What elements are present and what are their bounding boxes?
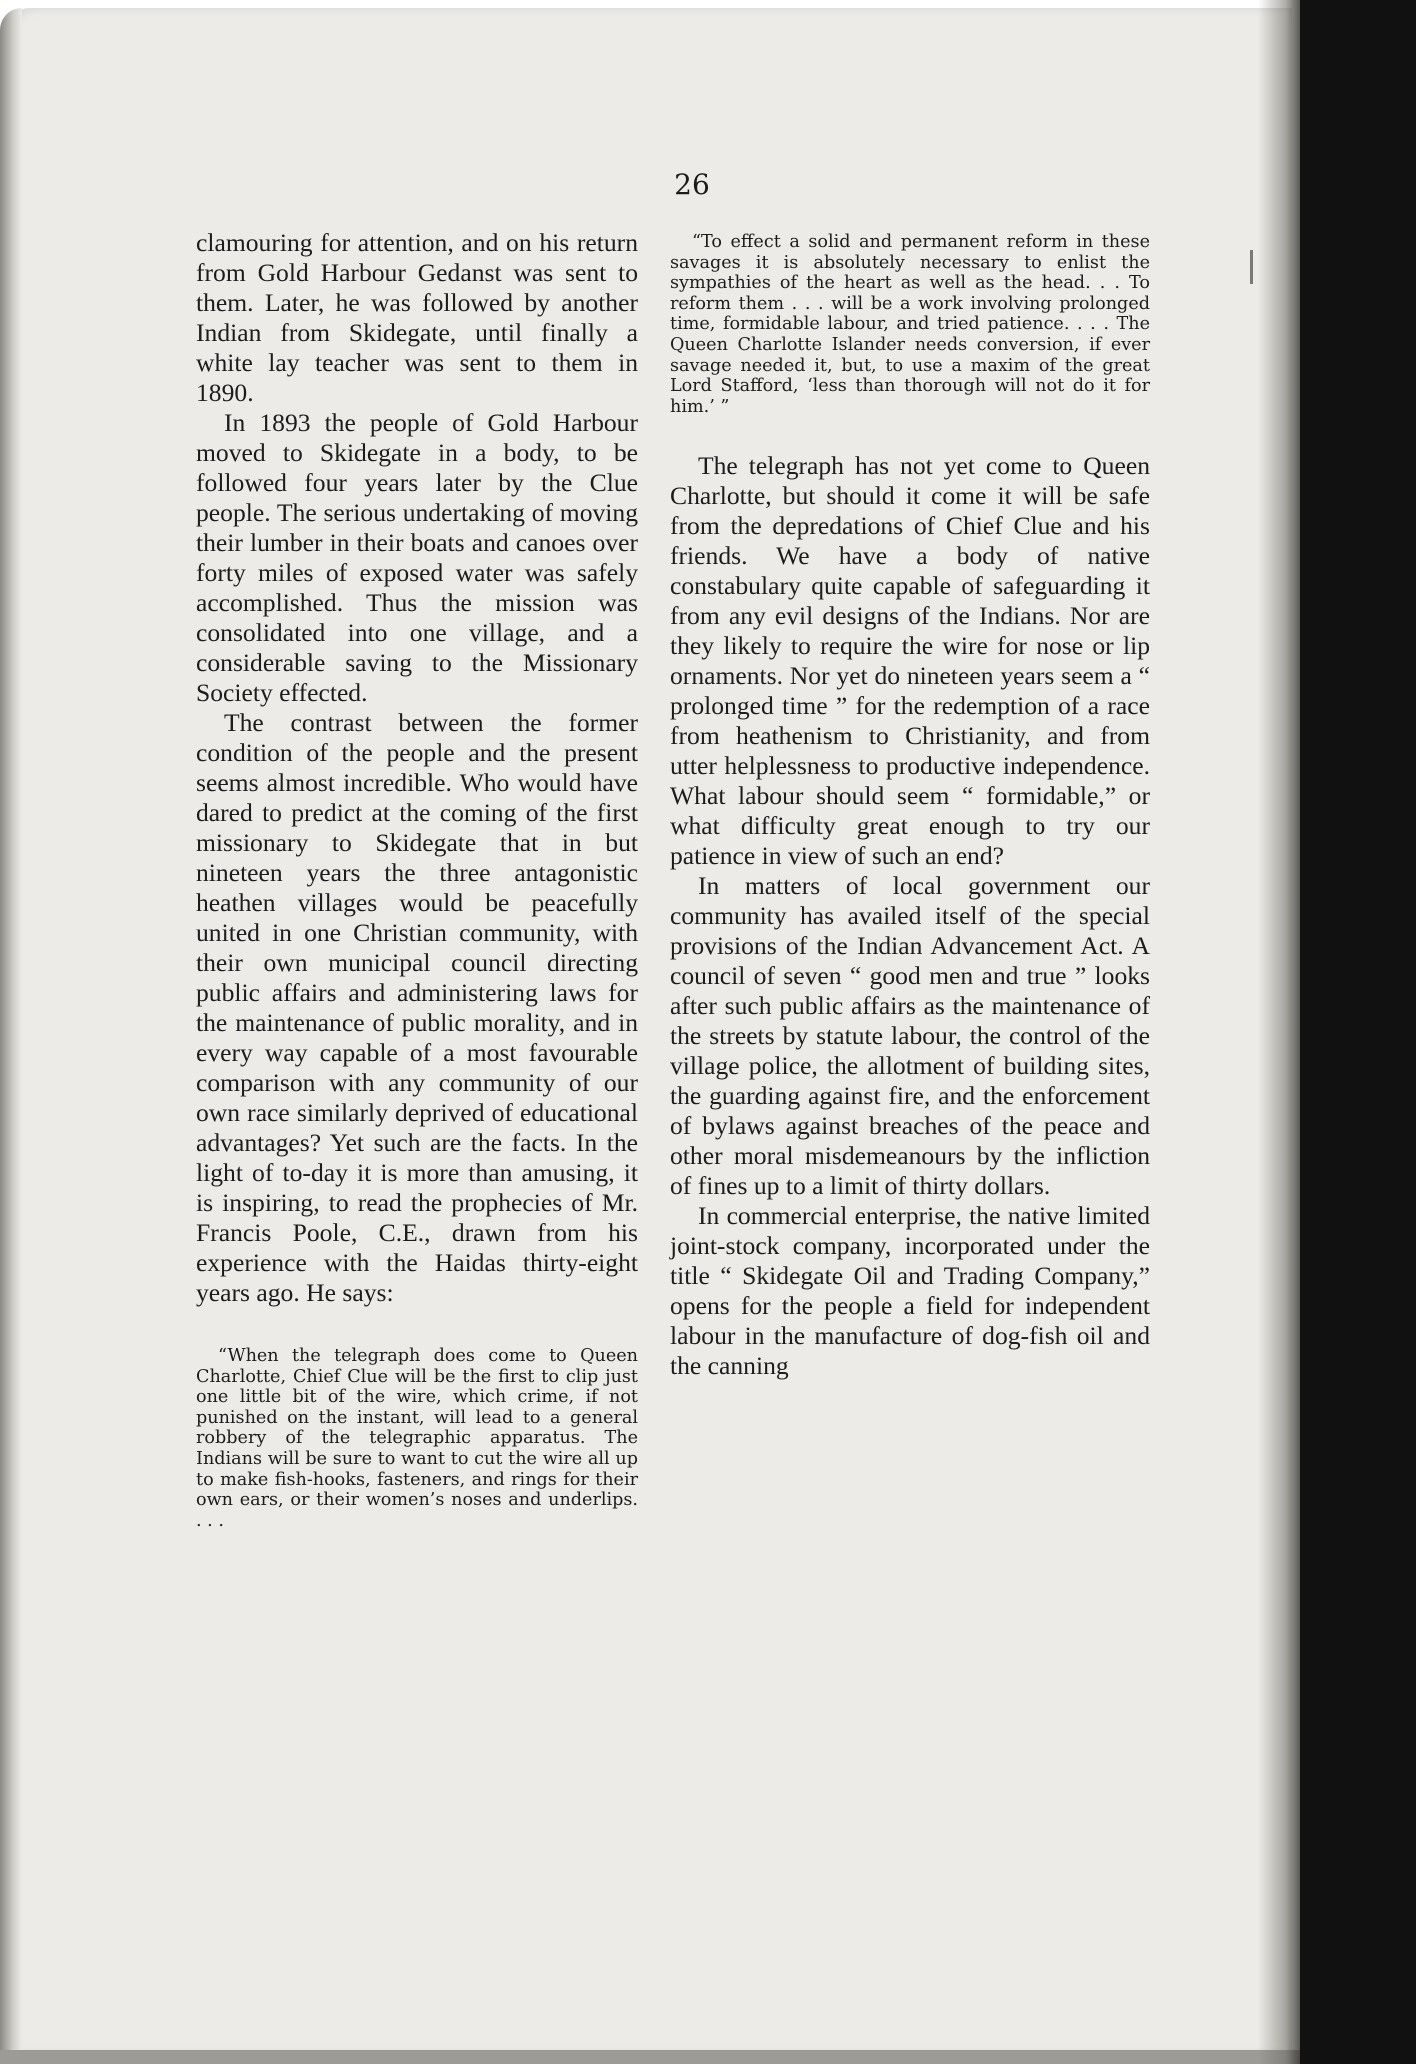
right-paragraph-2: In matters of local government our community has availed itself of the special provisions of the Indian Advancement Act. A council of seven “ good men and true ” looks after such public affairs as the maintenance of the streets by statute labour, the control of the village police, the allotment of building sites, the guarding against fire, and the enforcement of bylaws against breaches of the peace and other moral misdemeanours by the infliction of fines up to a limit of thirty dollars.: [670, 871, 1150, 1201]
right-body: [670, 451, 1150, 1381]
book-binding: [1300, 0, 1416, 2064]
margin-mark: [1250, 250, 1253, 284]
page-edge-left: [0, 8, 22, 2056]
left-paragraph-2: In 1893 the people of Gold Harbour moved to Skidegate in a body, to be followed four years later by the Clue people. The serious undertaking of moving their lumber in their boats and canoes over forty miles of exposed water was safely accomplished. Thus the mission was consolidated into one village, and a considerable saving to the Missionary Society effected.: [196, 408, 638, 707]
left-paragraph-3: The contrast between the former condition of the people and the present seems almost incredible. Who would have dared to predict at the coming of the first missionary to Skidegate that in but nineteen years the three antagonistic heathen villages would be peacefully united in one Christian community, with their own municipal council directing public affairs and administering laws for the maintenance of public morality, and in every way capable of a most favourable comparison with any community of our own race similarly deprived of educational advantages? Yet such are the facts. In the light of to-day it is more than amusing, it is inspiring, to read the prophecies of Mr. Francis Poole, C.E., drawn from his experience with the Haidas thirty-eight years ago. He says:: [196, 708, 638, 1307]
page-edge-bottom: [0, 2050, 1300, 2064]
left-column: [196, 228, 638, 1531]
right-paragraph-3: In commercial enterprise, the native limited joint-stock company, incorporated under the title “ Skidegate Oil and Trading Company,” opens for the people a field for independent labour in the manufacture of dog-fish oil and the canning: [670, 1201, 1150, 1381]
right-column: [670, 232, 1150, 1381]
page-number: 26: [674, 168, 710, 201]
right-quote: “To effect a solid and permanent reform in these savages it is absolutely necessary to enlist the sympathies of the heart as well as the head. . . To reform them . . . will be a work involving prolonged time, formidable labour, and tried patience. . . . The Queen Charlotte Islander needs conversion, if ever savage needed it, but, to use a maxim of the great Lord Stafford, ‘less than thorough will not do it for him.’ ”: [670, 232, 1150, 417]
left-quote: “When the telegraph does come to Queen Charlotte, Chief Clue will be the first to clip just one little bit of the wire, which crime, if not punished on the instant, will lead to a general robbery of the telegraphic apparatus. The Indians will be sure to want to cut the wire all up to make fish-hooks, fasteners, and rings for their own ears, or their women’s noses and underlips. . . .: [196, 1346, 638, 1531]
right-paragraph-1: The telegraph has not yet come to Queen Charlotte, but should it come it will be safe from the depredations of Chief Clue and his friends. We have a body of native constabulary quite capable of safeguarding it from any evil designs of the Indians. Nor are they likely to require the wire for nose or lip ornaments. Nor yet do nineteen years seem a “ prolonged time ” for the redemption of a race from heathenism to Christianity, and from utter helplessness to productive independence. What labour should seem “ formidable,” or what difficulty great enough to try our patience in view of such an end?: [670, 451, 1150, 871]
left-paragraph-1: clamouring for attention, and on his return from Gold Harbour Gedanst was sent to them. Later, he was followed by another Indian from Skidegate, until finally a white lay teacher was sent to them in 1890.: [196, 228, 638, 407]
